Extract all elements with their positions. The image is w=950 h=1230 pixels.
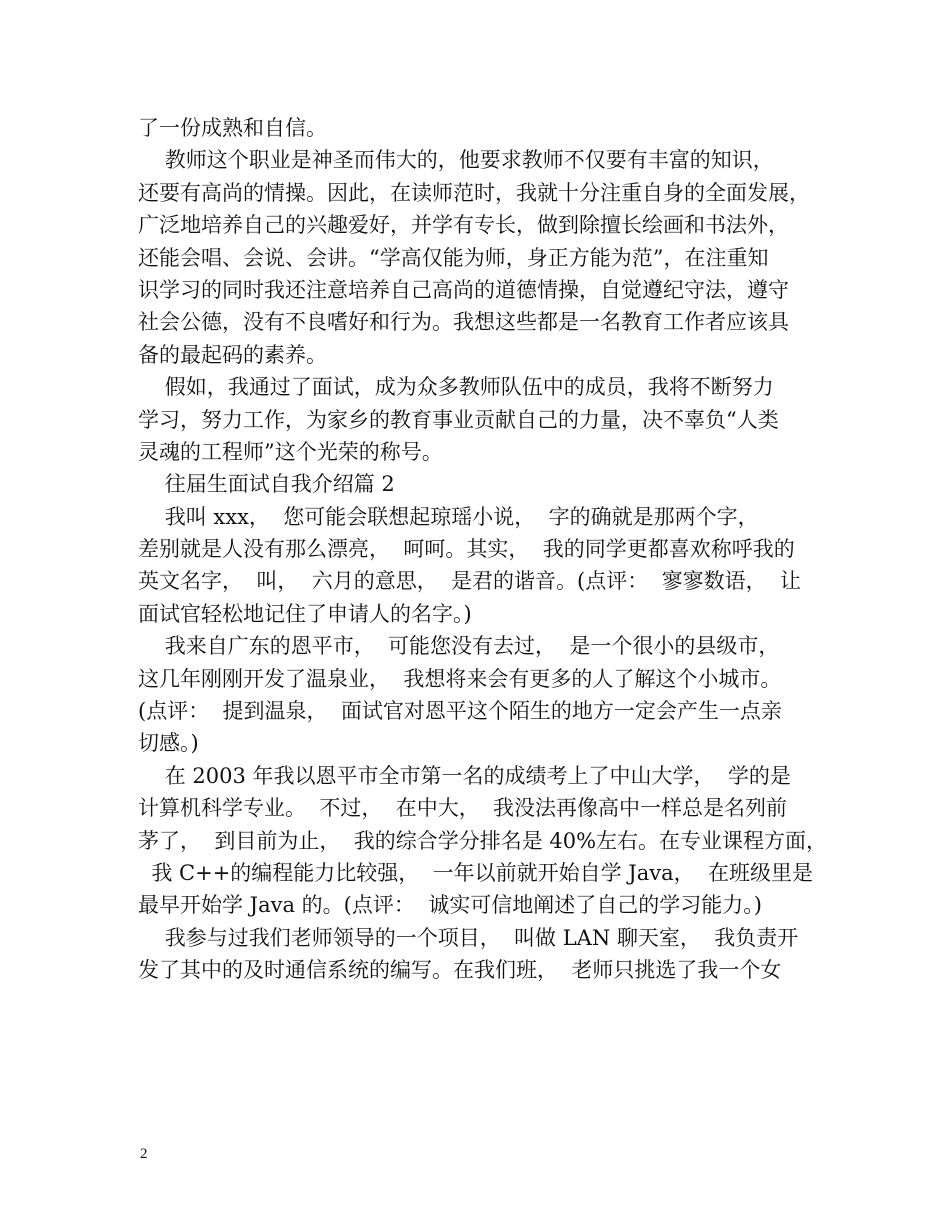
text-line: 我来自广东的恩平市， 可能您没有去过， 是一个很小的县级市， (138, 634, 780, 659)
text-line: 我参与过我们老师领导的一个项目， 叫做 LAN 聊天室， 我负责开 (138, 925, 799, 950)
text-line: 社会公德，没有不良嗜好和行为。我想这些都是一名教育工作者应该具 (138, 310, 789, 335)
text-line: 了一份成熟和自信。 (138, 116, 327, 140)
text-line: 差别就是人没有那么漂亮， 呵呵。其实， 我的同学更都喜欢称呼我的 (138, 537, 795, 562)
text-line: 假如，我通过了面试，成为众多教师队伍中的成员，我将不断努力 (138, 375, 774, 400)
text-line: 还要有高尚的情操。因此，在读师范时，我就十分注重自身的全面发展， (138, 180, 810, 205)
text-line: 灵魂的工程师”这个光荣的称号。 (138, 439, 443, 464)
text-line: 切感。) (138, 731, 199, 756)
text-line: 茅了， 到目前为止， 我的综合学分排名是 40%左右。在专业课程方面， (138, 828, 828, 853)
text-line: (点评： 提到温泉， 面试官对恩平这个陌生的地方一定会产生一点亲 (138, 699, 782, 724)
page-number: 2 (140, 1146, 148, 1162)
text-line: 我 C++的编程能力比较强， 一年以前就开始自学 Java， 在班级里是 (138, 860, 813, 885)
body-text (138, 112, 828, 987)
text-line: 还能会唱、会说、会讲。“学高仅能为师，身正方能为范”，在注重知 (138, 245, 769, 270)
text-line: 面试官轻松地记住了申请人的名字。) (138, 601, 472, 626)
section-heading: 往届生面试自我介绍篇 2 (138, 472, 395, 497)
text-line: 英文名字， 叫， 六月的意思， 是君的谐音。(点评： 寥寥数语， 让 (138, 569, 801, 594)
text-line: 备的最起码的素养。 (138, 342, 327, 367)
text-line: 教师这个职业是神圣而伟大的，他要求教师不仅要有丰富的知识， (138, 148, 774, 173)
text-line: 最早开始学 Java 的。(点评： 诚实可信地阐述了自己的学习能力。) (138, 893, 762, 918)
text-line: 识学习的同时我还注意培养自己高尚的道德情操，自觉遵纪守法，遵守 (138, 277, 789, 302)
text-line: 在 2003 年我以恩平市全市第一名的成绩考上了中山大学， 学的是 (138, 763, 791, 788)
text-line: 计算机科学专业。 不过， 在中大， 我没法再像高中一样总是名列前 (138, 796, 788, 821)
text-line: 学习，努力工作，为家乡的教育事业贡献自己的力量，决不辜负“人类 (138, 407, 779, 432)
text-line: 这几年刚刚开发了温泉业， 我想将来会有更多的人了解这个小城市。 (138, 666, 782, 691)
text-line: 广泛地培养自己的兴趣爱好，并学有专长，做到除擅长绘画和书法外， (138, 213, 789, 238)
text-line: 发了其中的及时通信系统的编写。在我们班， 老师只挑选了我一个女 (138, 958, 782, 983)
text-line: 我叫 xxx， 您可能会联想起琼瑶小说， 字的确就是那两个字， (138, 504, 759, 529)
